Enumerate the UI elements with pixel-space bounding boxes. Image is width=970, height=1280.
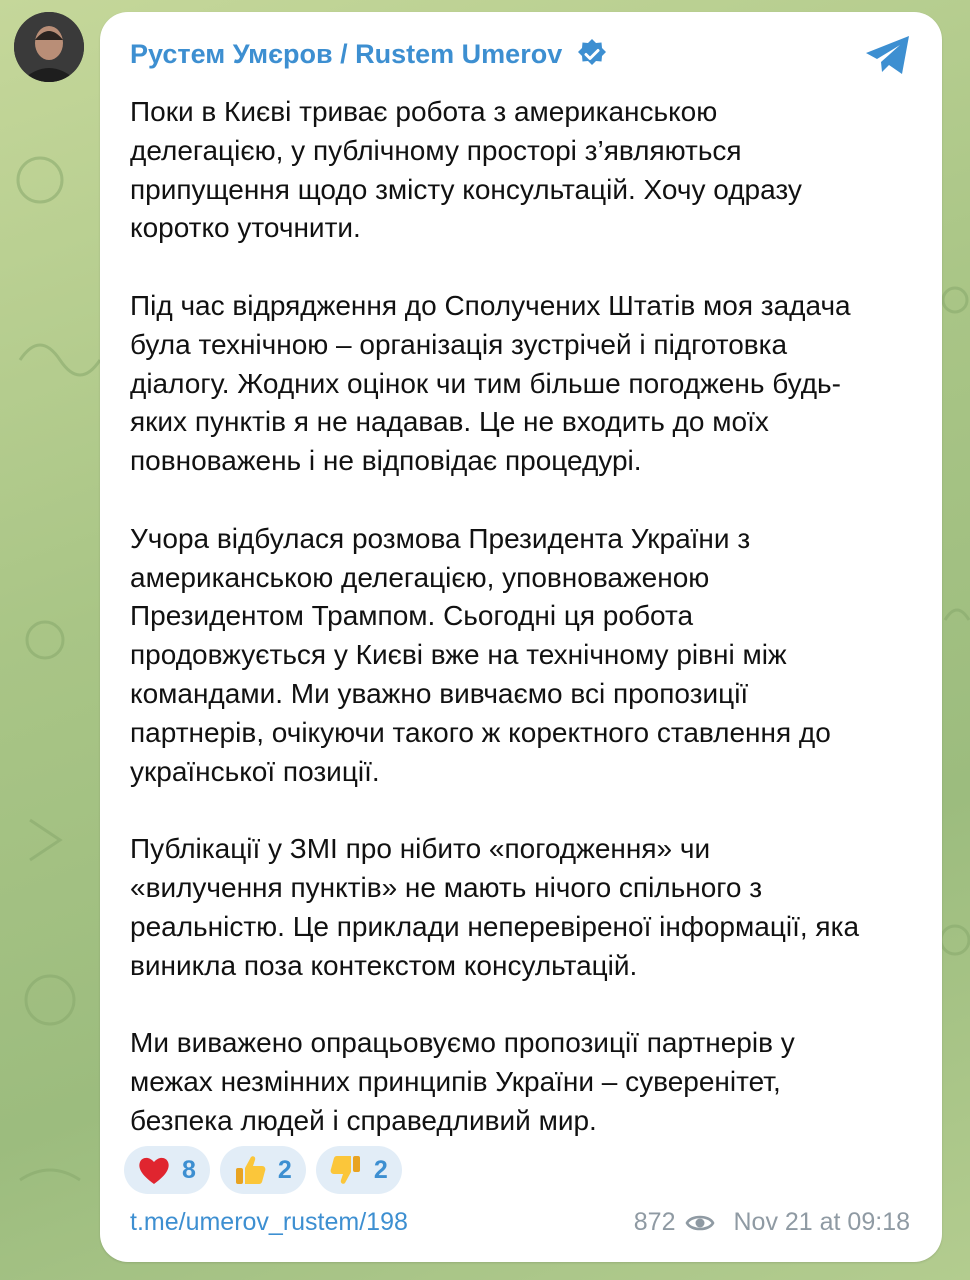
timestamp: Nov 21 at 09:18 <box>733 1208 910 1236</box>
thumbs-down-icon <box>328 1152 364 1188</box>
message-text <box>130 93 920 1141</box>
view-count: 872 <box>633 1208 676 1236</box>
author-header <box>130 38 608 70</box>
paragraph: Публікації у ЗМІ про нібито «погодження» чи «вилучення пунктів» не мають нічого спільного з реальністю. Це приклади неперевіреної інформації, яка виникла поза контекстом консультацій. <box>130 833 860 981</box>
thumbs-up-icon <box>232 1152 268 1188</box>
paragraph: Поки в Києві триває робота з американською делегацією, у публічному просторі з’являються припущення щодо змісту консультацій. Хочу одразу коротко уточнити. <box>130 96 802 244</box>
reaction-thumbs-up[interactable] <box>220 1146 306 1194</box>
share-telegram-icon[interactable] <box>864 34 912 76</box>
eye-icon <box>685 1212 715 1234</box>
author-name[interactable]: Рустем Умєров / Rustem Umerov <box>130 38 563 69</box>
paragraph: Під час відрядження до Сполучених Штатів моя задача була технічною – організація зустрічей і підготовка діалогу. Жодних оцінок чи тим більше погоджень будь- яких пунктів я не надавав. Це не входить до моїх повноважень і не відповідає процедурі. <box>130 289 851 477</box>
reaction-count: 2 <box>277 1155 292 1184</box>
reactions-bar <box>124 1146 402 1194</box>
paragraph: Учора відбулася розмова Президента України з американською делегацією, уповноваженою Президентом Трампом. Сьогодні ця робота продовжується у Києві вже на технічному рівні між командами. Ми уважно вивчаємо всі пропозиції партнерів, очікуючи такого ж коректного ставлення до української позиції. <box>130 522 831 787</box>
message-meta <box>634 1208 910 1237</box>
paragraph: Ми виважено опрацьовуємо пропозиції партнерів у межах незмінних принципів України – суверенітет, безпека людей і справедливий мир. <box>130 1027 795 1136</box>
reaction-heart[interactable] <box>124 1146 210 1194</box>
reaction-count: 2 <box>373 1155 388 1184</box>
post-link[interactable]: t.me/umerov_rustem/198 <box>130 1208 408 1236</box>
channel-avatar[interactable] <box>14 12 84 82</box>
red-heart-icon <box>136 1152 172 1188</box>
verified-badge-icon <box>576 38 608 70</box>
reaction-thumbs-down[interactable] <box>316 1146 402 1194</box>
reaction-count: 8 <box>182 1155 196 1184</box>
message-bubble <box>100 12 942 1262</box>
